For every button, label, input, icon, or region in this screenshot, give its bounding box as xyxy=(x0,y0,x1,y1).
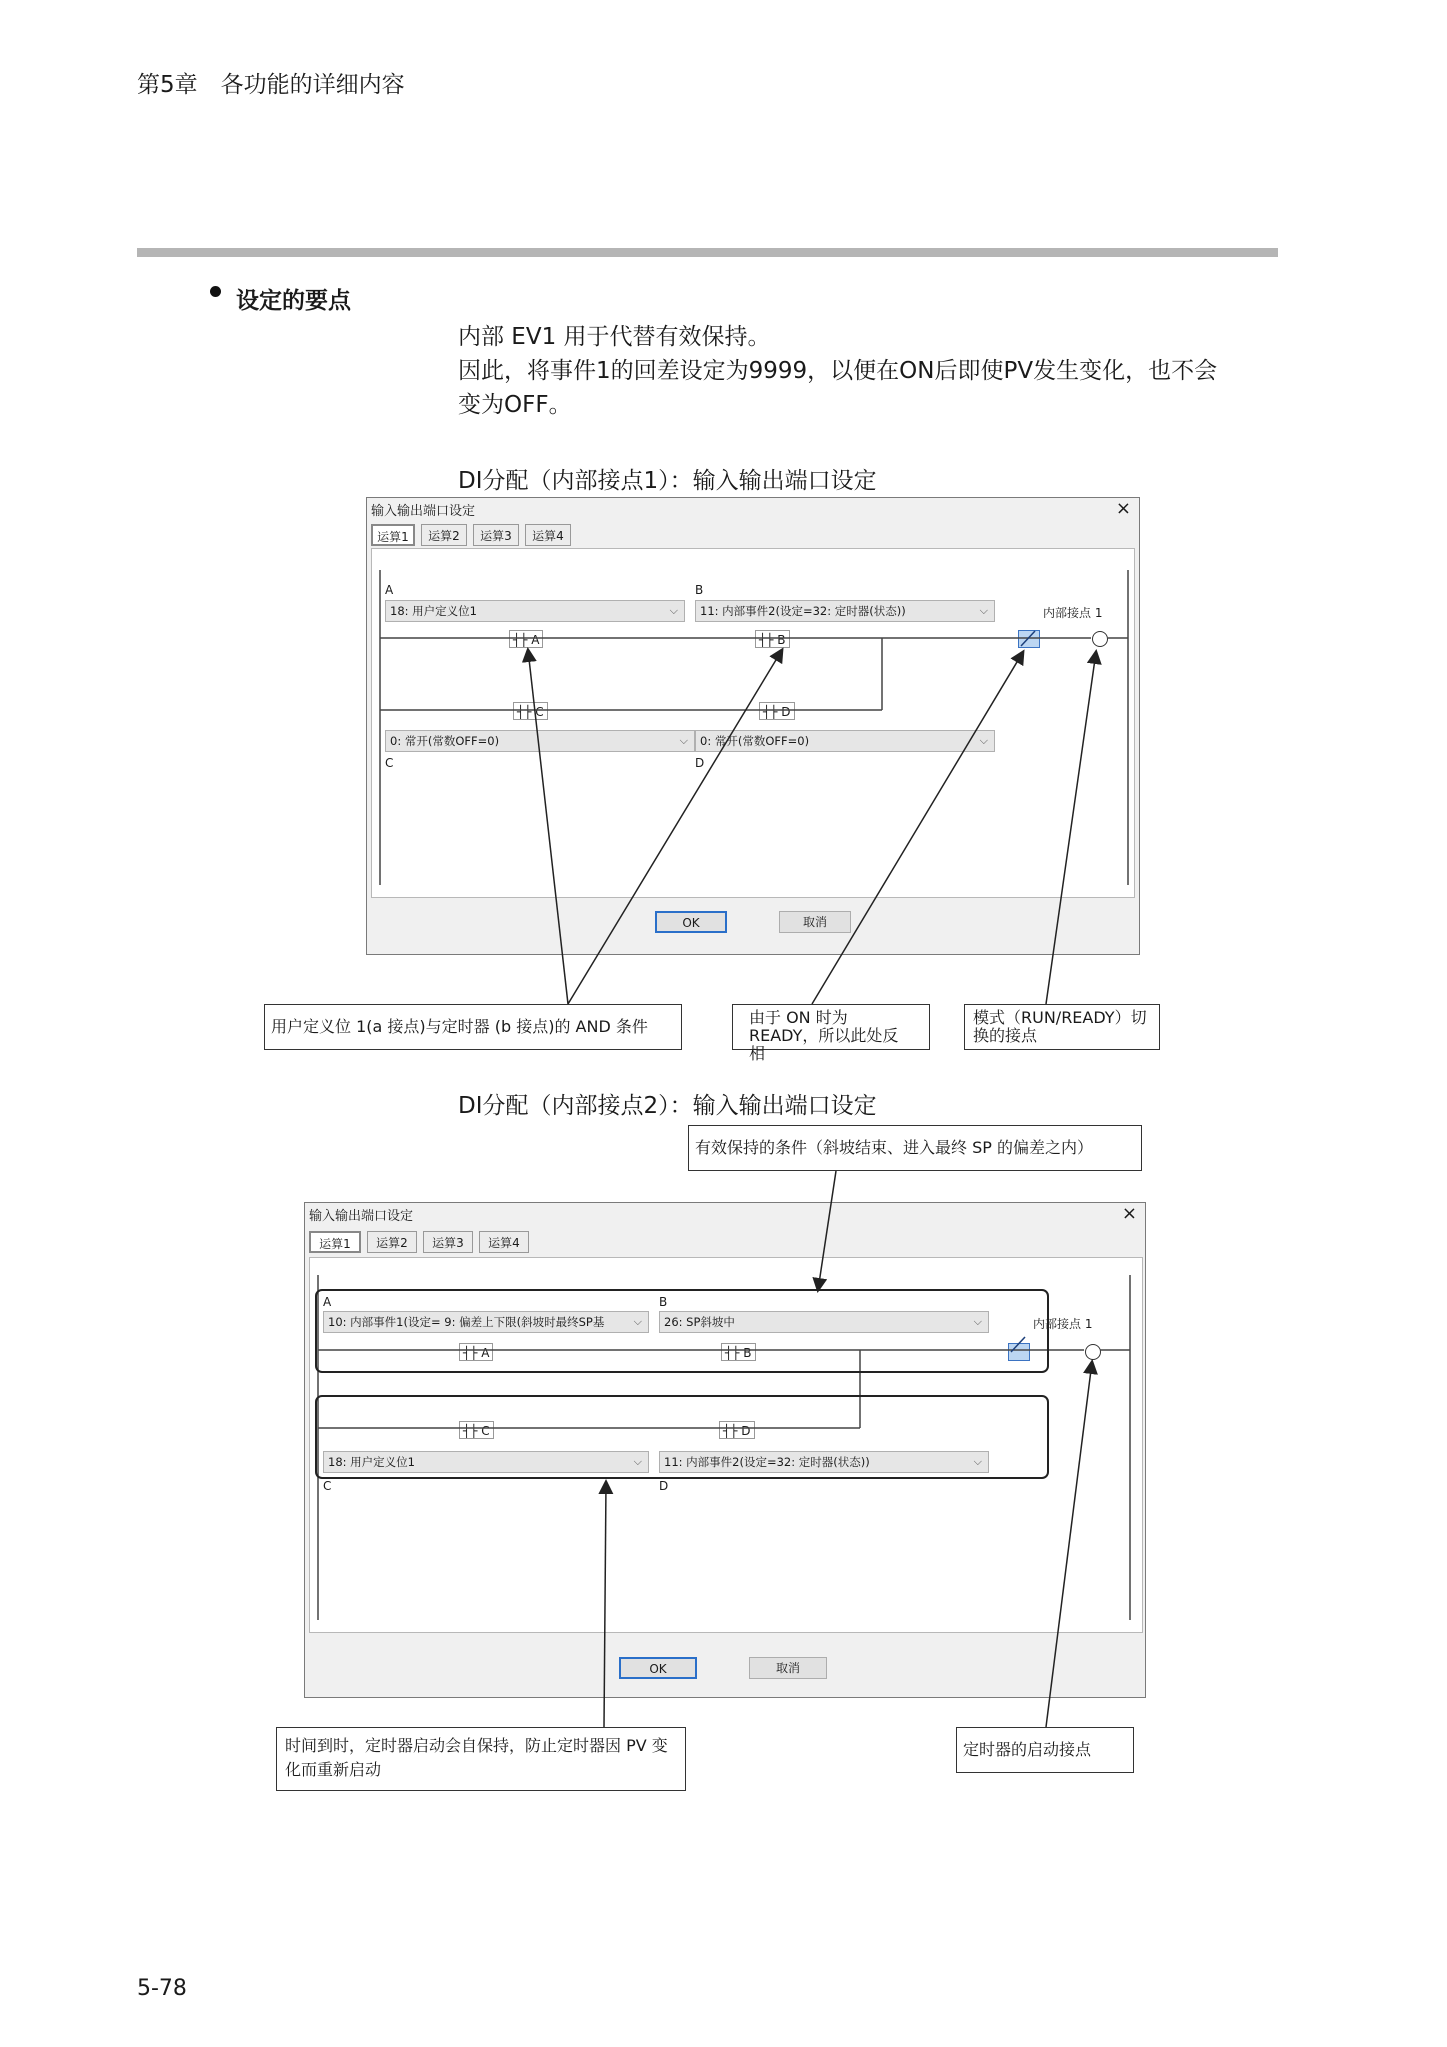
callout-and-condition: 用户定义位 1(a 接点)与定时器 (b 接点)的 AND 条件 xyxy=(264,1004,682,1050)
callout-mode-switch: 模式（RUN/READY）切换的接点 xyxy=(964,1004,1160,1050)
chevron-down-icon: ⌵ xyxy=(679,734,688,747)
bullet-icon xyxy=(210,286,221,297)
invert-contact-icon xyxy=(1008,1343,1030,1361)
section-divider xyxy=(137,248,1278,257)
select-input-c[interactable]: 0: 常开(常数OFF=0) ⌵ xyxy=(385,730,695,752)
io-settings-dialog-1 xyxy=(366,497,1140,955)
select-input-d[interactable]: 11: 内部事件2(设定=32: 定时器(状态)) ⌵ xyxy=(659,1451,989,1473)
figure2-caption: DI分配（内部接点2）：输入输出端口设定 xyxy=(458,1093,877,1119)
page-number: 5-78 xyxy=(137,1976,187,2001)
section-title: 设定的要点 xyxy=(236,288,351,314)
coil-icon xyxy=(1085,1344,1101,1360)
output-label: 内部接点 1 xyxy=(1043,606,1103,620)
label-c: C xyxy=(323,1479,332,1493)
contact-a: ┤├ A xyxy=(509,630,543,648)
close-icon[interactable]: × xyxy=(1115,498,1131,519)
paragraph-line-2: 因此，将事件1的回差设定为9999，以便在ON后即使PV发生变化，也不会 xyxy=(458,358,1218,384)
contact-c: ┤├ C xyxy=(513,702,548,720)
callout-self-hold: 时间到时，定时器启动会自保持，防止定时器因 PV 变化而重新启动 xyxy=(276,1727,686,1791)
chevron-down-icon: ⌵ xyxy=(979,604,988,617)
dialog-title: 输入输出端口设定 xyxy=(309,1209,414,1224)
label-b: B xyxy=(659,1295,668,1309)
chevron-down-icon: ⌵ xyxy=(979,734,988,747)
tab-calc3[interactable]: 运算3 xyxy=(473,524,519,546)
contact-d: ┤├ D xyxy=(719,1421,755,1439)
ok-button[interactable]: OK xyxy=(619,1657,697,1679)
tab-calc3[interactable]: 运算3 xyxy=(423,1231,473,1253)
coil-icon xyxy=(1092,631,1108,647)
tab-calc2[interactable]: 运算2 xyxy=(421,524,467,546)
select-input-c[interactable]: 18: 用户定义位1 ⌵ xyxy=(323,1451,649,1473)
select-input-a[interactable]: 18: 用户定义位1 ⌵ xyxy=(385,600,685,622)
contact-b: ┤├ B xyxy=(721,1343,756,1361)
label-a: A xyxy=(323,1295,332,1309)
paragraph-line-3: 变为OFF。 xyxy=(458,392,572,418)
ok-button[interactable]: OK xyxy=(655,911,727,933)
figure1-caption: DI分配（内部接点1）：输入输出端口设定 xyxy=(458,468,877,494)
contact-d: ┤├ D xyxy=(759,702,795,720)
paragraph-line-1: 内部 EV1 用于代替有效保持。 xyxy=(458,324,771,350)
label-d: D xyxy=(659,1479,669,1493)
select-input-d[interactable]: 0: 常开(常数OFF=0) ⌵ xyxy=(695,730,995,752)
output-label: 内部接点 1 xyxy=(1033,1317,1093,1331)
io-settings-dialog-2 xyxy=(304,1202,1146,1698)
label-a: A xyxy=(385,583,394,597)
tab-calc4[interactable]: 运算4 xyxy=(479,1231,529,1253)
contact-c: ┤├ C xyxy=(459,1421,494,1439)
callout-invert: 由于 ON 时为 READY，所以此处反相 xyxy=(732,1004,930,1050)
contact-a: ┤├ A xyxy=(459,1343,493,1361)
close-icon[interactable]: × xyxy=(1121,1203,1137,1224)
dialog-title: 输入输出端口设定 xyxy=(371,504,476,519)
select-input-b[interactable]: 26: SP斜坡中 ⌵ xyxy=(659,1311,989,1333)
label-c: C xyxy=(385,756,394,770)
select-input-a[interactable]: 10: 内部事件1(设定= 9: 偏差上下限(斜坡时最终SP基 ⌵ xyxy=(323,1311,649,1333)
invert-contact-icon xyxy=(1018,630,1040,648)
callout-hold-condition: 有效保持的条件（斜坡结束、进入最终 SP 的偏差之内） xyxy=(688,1125,1142,1171)
label-d: D xyxy=(695,756,705,770)
chevron-down-icon: ⌵ xyxy=(669,604,678,617)
callout-timer-start: 定时器的启动接点 xyxy=(956,1727,1134,1773)
chevron-down-icon: ⌵ xyxy=(973,1455,982,1468)
label-b: B xyxy=(695,583,704,597)
chevron-down-icon: ⌵ xyxy=(633,1455,642,1468)
tab-calc1[interactable]: 运算1 xyxy=(371,524,415,546)
chapter-header: 第5章 各功能的详细内容 xyxy=(137,72,405,98)
tab-calc1[interactable]: 运算1 xyxy=(309,1231,361,1253)
contact-b: ┤├ B xyxy=(755,630,790,648)
tab-calc4[interactable]: 运算4 xyxy=(525,524,571,546)
cancel-button[interactable]: 取消 xyxy=(749,1657,827,1679)
tab-calc2[interactable]: 运算2 xyxy=(367,1231,417,1253)
chevron-down-icon: ⌵ xyxy=(633,1315,642,1328)
select-input-b[interactable]: 11: 内部事件2(设定=32: 定时器(状态)) ⌵ xyxy=(695,600,995,622)
chevron-down-icon: ⌵ xyxy=(973,1315,982,1328)
cancel-button[interactable]: 取消 xyxy=(779,911,851,933)
